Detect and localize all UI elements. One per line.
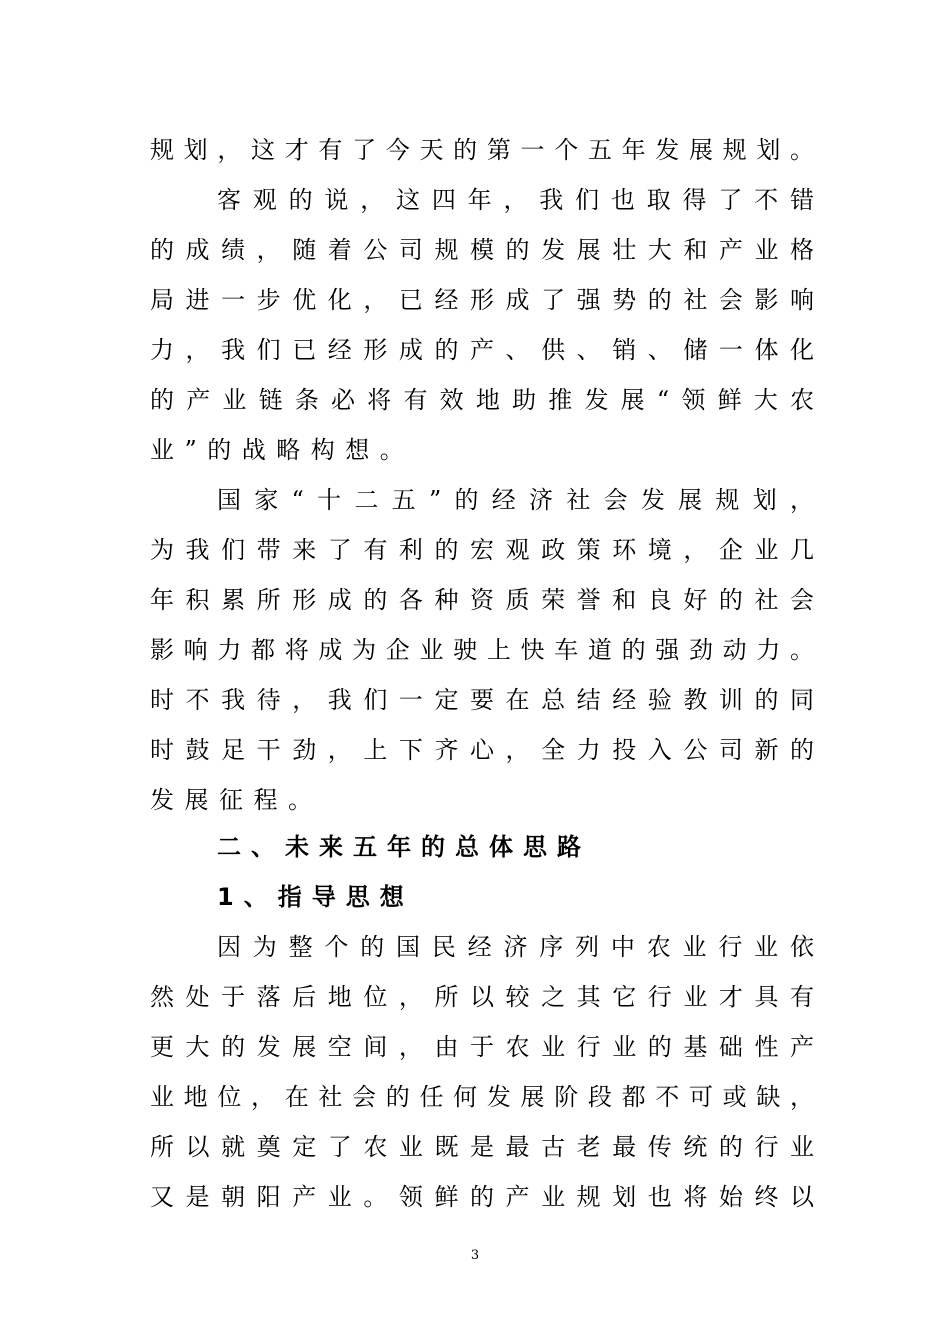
paragraph-line: 局进一步优化，已经形成了强势的社会影响 xyxy=(150,286,814,314)
paragraph-line: 为我们带来了有利的宏观政策环境，企业几 xyxy=(150,536,814,564)
paragraph-line: 的产业链条必将有效地助推发展“领鲜大农 xyxy=(150,386,814,414)
paragraph-line: 所以就奠定了农业既是最古老最传统的行业 xyxy=(150,1133,814,1161)
paragraph-line: 时不我待，我们一定要在总结经验教训的同 xyxy=(150,686,814,714)
paragraph-line: 时鼓足干劲，上下齐心，全力投入公司新的 xyxy=(150,736,814,764)
paragraph-line: 然处于落后地位，所以较之其它行业才具有 xyxy=(150,983,814,1011)
paragraph-line: 更大的发展空间，由于农业行业的基础性产 xyxy=(150,1033,814,1061)
page-number: 3 xyxy=(470,1248,480,1263)
paragraph-line: 影响力都将成为企业驶上快车道的强劲动力。 xyxy=(150,636,814,664)
paragraph-line: 又是朝阳产业。领鲜的产业规划也将始终以 xyxy=(150,1183,814,1211)
subsection-heading: 1、指导思想 xyxy=(217,883,414,911)
paragraph-line: 因为整个的国民经济序列中农业行业依 xyxy=(217,933,814,961)
paragraph-line: 力，我们已经形成的产、供、销、储一体化 xyxy=(150,336,814,364)
paragraph-line: 的成绩，随着公司规模的发展壮大和产业格 xyxy=(150,236,814,264)
paragraph-line: 业地位，在社会的任何发展阶段都不可或缺， xyxy=(150,1083,814,1111)
paragraph-line: 国家“十二五”的经济社会发展规划， xyxy=(217,486,814,514)
paragraph-line: 年积累所形成的各种资质荣誉和良好的社会 xyxy=(150,586,814,614)
section-heading: 二、未来五年的总体思路 xyxy=(217,833,591,861)
paragraph-line: 客观的说，这四年，我们也取得了不错 xyxy=(217,186,814,214)
paragraph-line: 规划，这才有了今天的第一个五年发展规划。 xyxy=(150,136,814,164)
paragraph-line: 业”的战略构想。 xyxy=(150,436,415,464)
paragraph-line: 发展征程。 xyxy=(150,786,323,814)
